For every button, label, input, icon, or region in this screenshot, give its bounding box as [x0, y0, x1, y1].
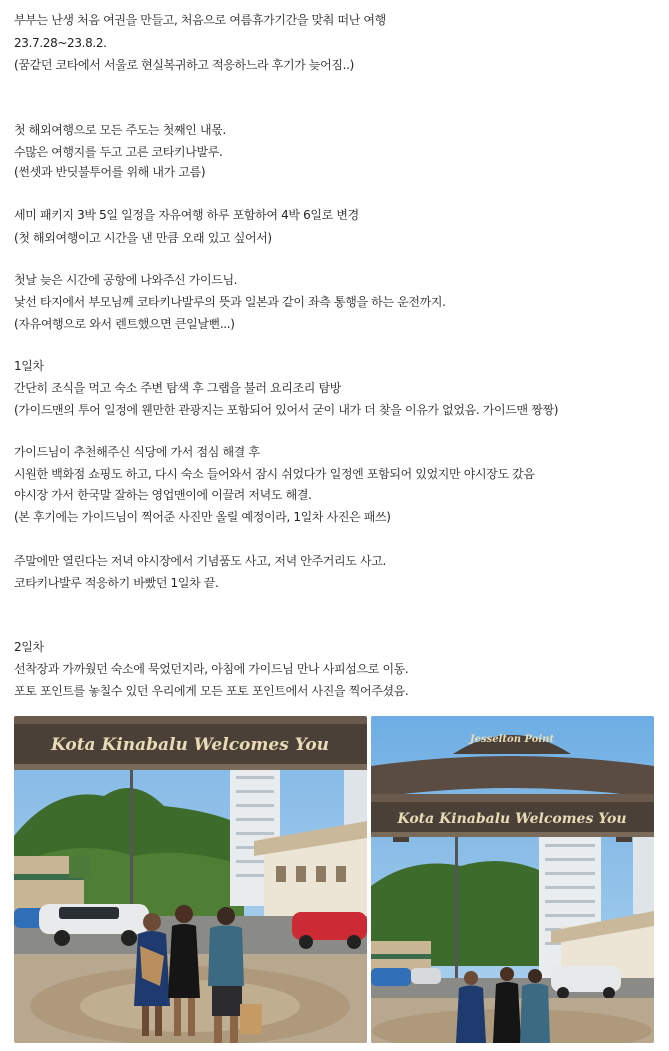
text-line: 가이드님이 추천해주신 식당에 가서 점심 해결 후 [14, 445, 260, 459]
sign-top-text: Jesselton Point [469, 734, 555, 745]
text-line: 2일차 [14, 640, 44, 654]
text-line: 포토 포인트를 놓칠수 있던 우리에게 모든 포토 포인트에서 사진을 찍어주셨음. [14, 684, 409, 698]
text-line: 선착장과 가까웠던 숙소에 묵었던지라, 아침에 가이드님 만나 사피섬으로 이동. [14, 662, 409, 676]
sign-text: Kota Kinabalu Welcomes You [397, 811, 627, 827]
text-line: (썬셋과 반딧불투어를 위해 내가 고름) [14, 165, 206, 179]
text-line: 세미 패키지 3박 5일 일정을 자유여행 하루 포함하여 4박 6일로 변경 [14, 208, 359, 222]
text-line: 수많은 여행지를 두고 고른 코타키나발루. [14, 145, 223, 159]
text-line: 시원한 백화점 쇼핑도 하고, 다시 숙소 들어와서 잠시 쉬었다가 일정엔 포함되어 있었지만 야시장도 갔음 [14, 467, 535, 481]
text-line: 1일차 [14, 359, 44, 373]
text-line: 간단히 조식을 먹고 숙소 주변 탐색 후 그랩을 불러 요리조리 탐방 [14, 381, 341, 395]
text-line: 첫날 늦은 시간에 공항에 나와주신 가이드님. [14, 273, 238, 287]
text-line: (첫 해외여행이고 시간을 낸 만큼 오래 있고 싶어서) [14, 231, 272, 245]
text-line: 부부는 난생 처음 여권을 만들고, 처음으로 여름휴가기간을 맞춰 떠난 여행 [14, 13, 386, 27]
text-line: (자유여행으로 와서 렌트했으면 큰일날뻔...) [14, 317, 235, 331]
text-line: (꿈같던 코타에서 서울로 현실복귀하고 적응하느라 후기가 늦어짐..) [14, 58, 354, 72]
text-line: (가이드맨의 투어 일정에 웬만한 관광지는 포함되어 있어서 굳이 내가 더 찾을 이유가 없었음. 가이드맨 짱짱) [14, 403, 559, 417]
text-line: 주말에만 열린다는 저녁 야시장에서 기념품도 사고, 저녁 안주거리도 사고. [14, 554, 386, 568]
text-line: 23.7.28~23.8.2. [14, 36, 107, 50]
text-line: 코타키나발루 적응하기 바빴던 1일차 끝. [14, 576, 219, 590]
photo-welcome-arch[interactable] [14, 716, 367, 1043]
sign-text: Kota Kinabalu Welcomes You [50, 735, 330, 755]
text-line: 첫 해외여행으로 모든 주도는 첫째인 내몫. [14, 123, 226, 137]
text-line: 낯선 타지에서 부모님께 코타키나발루의 뜻과 일본과 같이 좌측 통행을 하는 운전까지. [14, 295, 446, 309]
photo-jesselton-point[interactable] [371, 716, 654, 1043]
text-line: 야시장 가서 한국말 잘하는 영업맨이에 이끌려 저녁도 해결. [14, 488, 312, 502]
text-line: (본 후기에는 가이드님이 찍어준 사진만 올릴 예정이라, 1일차 사진은 패쓰) [14, 510, 391, 524]
